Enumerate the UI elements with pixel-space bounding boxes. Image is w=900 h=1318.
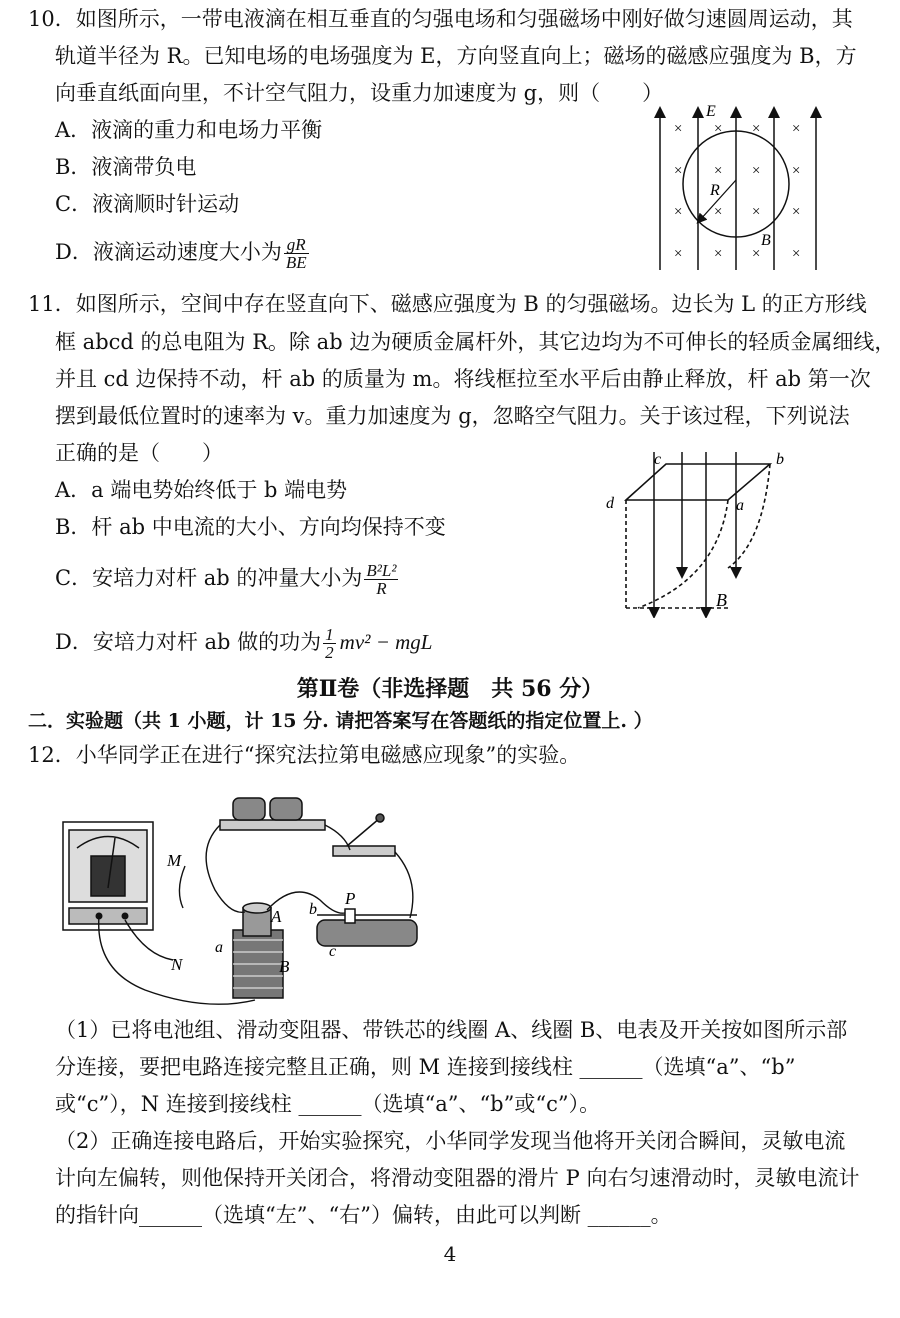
q12-part2-line-1: （2）正确连接电路后，开始实验探究，小华同学发现当他将开关闭合瞬间，灵敏电流: [55, 1129, 846, 1153]
q11-fig-label-a: a: [736, 497, 744, 514]
q11-frame-figure: [598, 448, 798, 618]
svg-text:×: ×: [713, 204, 724, 220]
q12-fig-label-c: c: [329, 943, 337, 960]
q11-option-d: [55, 626, 432, 661]
q11-line-3: 并且 cd 边保持不动，杆 ab 的质量为 m。将线框拉至水平后由静止释放，杆 ab 第一次: [55, 367, 871, 391]
q11-d-half-num: 1: [325, 625, 334, 644]
q10-d-denominator: BE: [285, 253, 307, 272]
q10-fig-label-r: R: [710, 182, 720, 199]
q11-c-denominator: R: [376, 579, 387, 598]
q11-option-d-expression: mv² − mgL: [339, 630, 433, 654]
svg-text:×: ×: [751, 121, 762, 137]
q10-line-3: 向垂直纸面向里，不计空气阻力，设重力加速度为 g，则（ ）: [55, 81, 664, 105]
q12-part2-line-3: 的指针向______（选填“左”、“右”）偏转，由此可以判断 ______。: [55, 1203, 672, 1227]
q10-fig-label-b: B: [761, 232, 771, 249]
svg-text:×: ×: [791, 204, 802, 220]
svg-text:×: ×: [673, 246, 684, 262]
svg-text:×: ×: [673, 204, 684, 220]
q11-d-half-den: 2: [325, 643, 334, 662]
svg-text:×: ×: [713, 121, 724, 137]
q12-fig-label-coil-b: B: [279, 957, 290, 976]
page-number: 4: [443, 1242, 457, 1266]
q10-option-c: C．液滴顺时针运动: [55, 192, 240, 216]
q11-fig-label-c: c: [654, 451, 662, 468]
q12-fig-label-m: M: [167, 851, 182, 870]
switch: [333, 814, 395, 856]
svg-text:×: ×: [673, 121, 684, 137]
q12-line-1: 12．小华同学正在进行“探究法拉第电磁感应现象”的实验。: [28, 743, 581, 767]
q12-apparatus-figure: [55, 780, 425, 1010]
q12-fig-label-coil-a: A: [271, 907, 282, 926]
galvanometer: [63, 822, 153, 930]
svg-text:×: ×: [751, 246, 762, 262]
section-2-title: 第Ⅱ卷（非选择题 共 56 分）: [296, 676, 604, 702]
battery: [220, 798, 325, 830]
q10-option-d-fraction: [284, 236, 309, 271]
q11-c-numerator: B²L²: [366, 561, 397, 580]
section-2-subtitle: 二．实验题（共 1 小题，计 15 分. 请把答案写在答题纸的指定位置上. ）: [28, 710, 653, 732]
svg-text:×: ×: [791, 163, 802, 179]
q11-option-b: B．杆 ab 中电流的大小、方向均保持不变: [55, 515, 446, 539]
q12-fig-label-a: a: [215, 939, 223, 956]
q11-line-1: 11．如图所示，空间中存在竖直向下、磁感应强度为 B 的匀强磁场。边长为 L 的正方形线: [28, 292, 867, 316]
q10-field-figure: [648, 100, 838, 275]
q11-option-a: A．a 端电势始终低于 b 端电势: [55, 478, 348, 502]
q12-part2-line-2: 计向左偏转，则他保持开关闭合，将滑动变阻器的滑片 P 向右匀速滑动时，灵敏电流计: [55, 1166, 860, 1190]
q12-fig-label-n: N: [171, 955, 183, 974]
svg-text:×: ×: [751, 204, 762, 220]
q11-fig-label-d: d: [606, 495, 614, 512]
q10-option-d-text: D．液滴运动速度大小为: [55, 240, 282, 264]
q11-line-5: 正确的是（ ）: [55, 441, 223, 465]
svg-text:×: ×: [791, 121, 802, 137]
q12-part1-line-1: （1）已将电池组、滑动变阻器、带铁芯的线圈 A、线圈 B、电表及开关按如图所示部: [55, 1018, 848, 1042]
q12-part1-line-3: 或“c”），N 连接到接线柱 ______（选填“a”、“b”或“c”）。: [55, 1092, 601, 1116]
svg-text:×: ×: [751, 163, 762, 179]
svg-text:×: ×: [713, 163, 724, 179]
q11-option-c-fraction: [364, 562, 398, 597]
q11-fig-label-b-end: b: [776, 451, 784, 468]
q11-fig-label-field: B: [716, 590, 727, 610]
q11-option-c-text: C．安培力对杆 ab 的冲量大小为: [55, 566, 363, 590]
q11-option-c: [55, 562, 398, 597]
q11-line-2: 框 abcd 的总电阻为 R。除 ab 边为硬质金属杆外，其它边均为不可伸长的轻质金属细线，: [55, 330, 896, 354]
q11-option-d-text: D．安培力对杆 ab 做的功为: [55, 630, 322, 654]
q10-option-b: B．液滴带负电: [55, 155, 197, 179]
q10-line-1: 10．如图所示，一带电液滴在相互垂直的匀强电场和匀强磁场中刚好做匀速圆周运动，其: [28, 7, 853, 31]
svg-text:×: ×: [713, 246, 724, 262]
q11-option-d-half: [323, 626, 336, 661]
q10-line-2: 轨道半径为 R。已知电场的电场强度为 E，方向竖直向上；磁场的磁感应强度为 B，方: [55, 44, 857, 68]
rheostat: [317, 909, 417, 946]
q11-line-4: 摆到最低位置时的速率为 v。重力加速度为 g，忽略空气阻力。关于该过程，下列说法: [55, 404, 850, 428]
q10-fig-label-e: E: [706, 103, 716, 120]
svg-text:×: ×: [791, 246, 802, 262]
q12-fig-label-b: b: [309, 901, 317, 918]
q12-part1-line-2: 分连接，要把电路连接完整且正确，则 M 连接到接线柱 ______（选填“a”、“b”: [55, 1055, 796, 1079]
q10-option-d: [55, 236, 309, 271]
q12-fig-label-p: P: [345, 889, 356, 908]
q10-option-a: A．液滴的重力和电场力平衡: [55, 118, 323, 142]
svg-text:×: ×: [673, 163, 684, 179]
q10-d-numerator: gR: [284, 236, 309, 254]
